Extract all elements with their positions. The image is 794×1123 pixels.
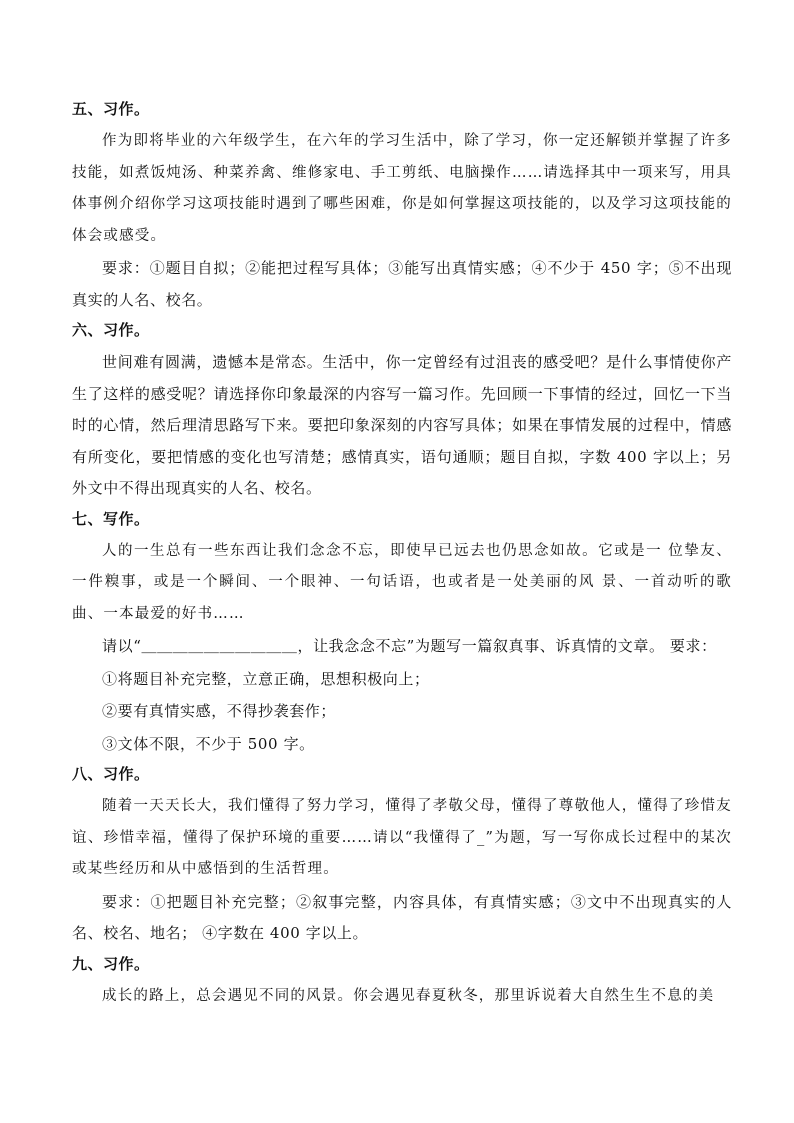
requirements-paragraph: 请以“＿＿＿＿＿＿＿＿＿＿，让我念念不忘”为题写一篇叙真事、诉真情的文章。 要求： [102, 637, 717, 655]
requirement-item: ③文体不限，不少于 500 字。 [102, 734, 315, 753]
section-7 [72, 506, 732, 761]
section-5 [72, 96, 732, 316]
prompt-paragraph: 世间难有圆满，遗憾本是常态。生活中，你一定曾经有过沮丧的感受吧？是什么事情使你产生了这样的感受呢？请选择你印象最深的内容写一篇习作。先回顾一下事情的经过，回忆一下当时的心情，然后理清思路写下来。要把印象深刻的内容写具体；如果在事情发展的过程中，情感有所变化，要把情感的变化也写清楚；感情真实，语句通顺；题目自拟，字数 400 字以上；另外文中不得出现真实的人名、校名。 [72, 353, 732, 497]
section-6 [72, 317, 732, 505]
section-8 [72, 761, 732, 950]
requirement-item: ②要有真情实感，不得抄袭套作； [102, 702, 337, 720]
section-heading: 六、习作。 [72, 321, 150, 339]
section-9 [72, 951, 732, 1013]
requirements-paragraph: 要求：①题目自拟；②能把过程写具体；③能写出真情实感；④不少于 450 字；⑤不出现真实的人名、校名。 [72, 259, 732, 309]
requirements-paragraph: 要求：①把题目补充完整；②叙事完整，内容具体，有真情实感；③文中不出现真实的人名、校名、地名； ④字数在 400 字以上。 [72, 892, 732, 942]
prompt-paragraph: 随着一天天长大，我们懂得了努力学习，懂得了孝敬父母，懂得了尊敬他人，懂得了珍惜友谊、珍惜幸福，懂得了保护环境的重要……请以“我懂得了_”为题，写一写你成长过程中的某次或某些经历和从中感悟到的生活哲理。 [72, 798, 732, 877]
requirement-item: ①将题目补充完整，立意正确，思想积极向上； [102, 669, 430, 688]
section-heading: 九、习作。 [72, 954, 150, 973]
section-heading: 八、习作。 [72, 765, 150, 783]
section-heading: 五、习作。 [72, 100, 150, 118]
document-content [72, 96, 732, 1013]
prompt-paragraph: 成长的路上，总会遇见不同的风景。你会遇见春夏秋冬，那里诉说着大自然生生不息的美 [102, 987, 715, 1004]
prompt-paragraph: 作为即将毕业的六年级学生，在六年的学习生活中，除了学习，你一定还解锁并掌握了许多技能，如煮饭炖汤、种菜养禽、维修家电、手工剪纸、电脑操作……请选择其中一项来写，用具体事例介绍你学习这项技能时遇到了哪些困难，你是如何掌握这项技能的，以及学习这项技能的体会或感受。 [72, 133, 732, 244]
section-heading: 七、写作。 [72, 509, 150, 528]
prompt-paragraph: 人的一生总有一些东西让我们念念不忘，即使早已远去也仍思念如故。它或是一 位挚友、一件糗事，或是一个瞬间、一个眼神、一句话语，也或者是一处美丽的风 景、一首动听的歌曲、一本最爱的好书…… [72, 542, 732, 622]
